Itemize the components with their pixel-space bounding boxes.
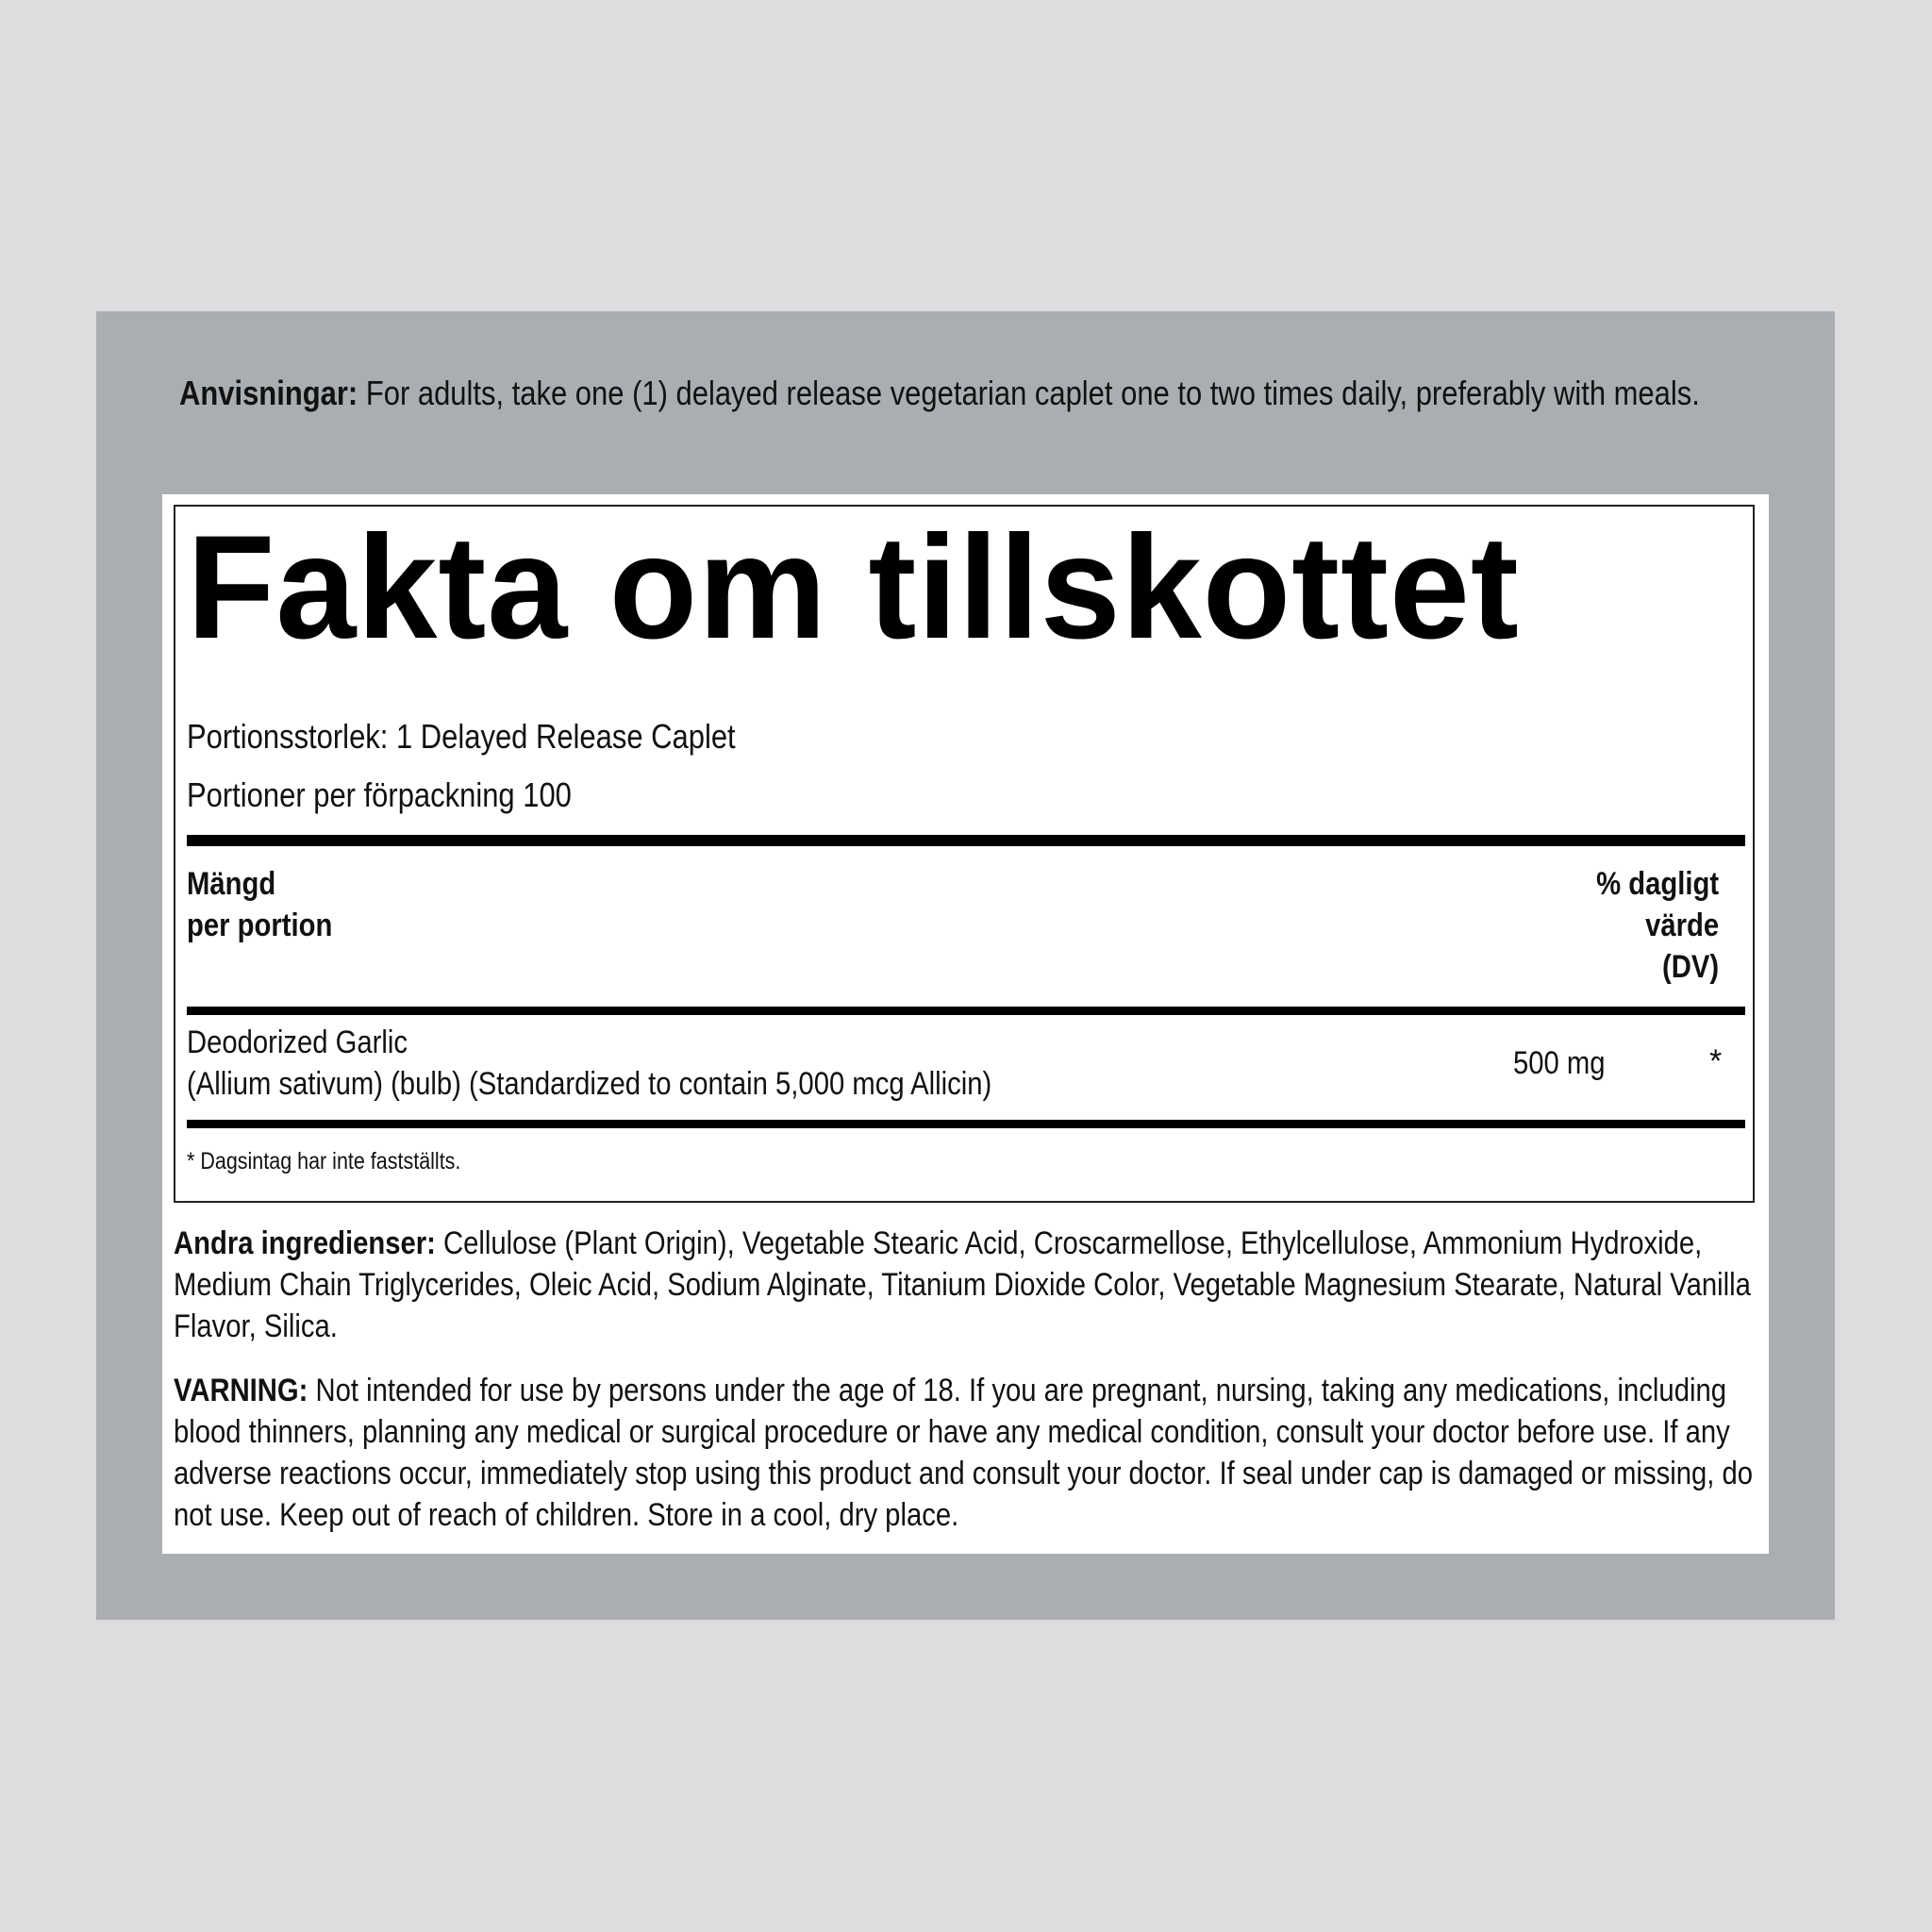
dv-header-line1: % dagligt (1596, 866, 1719, 902)
ingredient-daily-value: * (1709, 1043, 1723, 1079)
supplement-facts-box (174, 505, 1755, 1203)
other-ingredients-body: Cellulose (Plant Origin), Vegetable Stearic Acid, Croscarmellose, Ethylcellulose, Ammonium Hydroxide, Medium Chain Triglycerides, Oleic Acid, Sodium Alginate, Titanium Dioxide Color, Vegetable Magnesium Stearate, Natural Vanilla Flavor, Silica. (174, 1225, 1751, 1344)
supplement-facts-title: Fakta om tillskottet (187, 506, 1520, 670)
dv-header-line3: (DV) (1661, 949, 1719, 985)
other-ingredients-label: Andra ingredienser: (174, 1225, 436, 1261)
dv-header-line2: värde (1644, 908, 1719, 943)
warning-body: Not intended for use by persons under the age of 18. If you are pregnant, nursing, taking any medications, including blood thinners, planning any medical or surgical procedure or have any medical condition, consult your doctor before use. If any adverse reactions occur, immediately stop using this product and consult your doctor. If seal under cap is damaged or missing, do not use. Keep out of reach of children. Store in a cool, dry place. (174, 1373, 1754, 1533)
bottom-divider (187, 1120, 1745, 1128)
ingredient-name-line1: Deodorized Garlic (187, 1024, 408, 1060)
directions-body: For adults, take one (1) delayed release vegetarian caplet one to two times daily, preferably with meals. (358, 374, 1700, 412)
serving-size: Portionsstorlek: 1 Delayed Release Caplet (187, 717, 736, 756)
thick-divider (187, 835, 1745, 846)
amount-header-line2: per portion (187, 908, 333, 943)
medium-divider (187, 1007, 1745, 1015)
ingredient-name (187, 1022, 991, 1105)
warning-text (174, 1370, 1764, 1536)
ingredient-amount: 500 mg (1513, 1045, 1606, 1081)
daily-value-header (1596, 863, 1719, 988)
other-ingredients-text (174, 1223, 1764, 1347)
directions-text (179, 370, 1770, 417)
daily-value-footnote: * Dagsintag har inte fastställts. (187, 1148, 461, 1174)
amount-per-serving-header (187, 863, 332, 946)
amount-header-line1: Mängd (187, 866, 276, 902)
warning-label: VARNING: (174, 1373, 308, 1408)
servings-per-container: Portioner per förpackning 100 (187, 775, 572, 814)
ingredient-name-line2: (Allium sativum) (bulb) (Standardized to contain 5,000 mcg Allicin) (187, 1066, 992, 1102)
directions-label: Anvisningar: (179, 374, 358, 412)
